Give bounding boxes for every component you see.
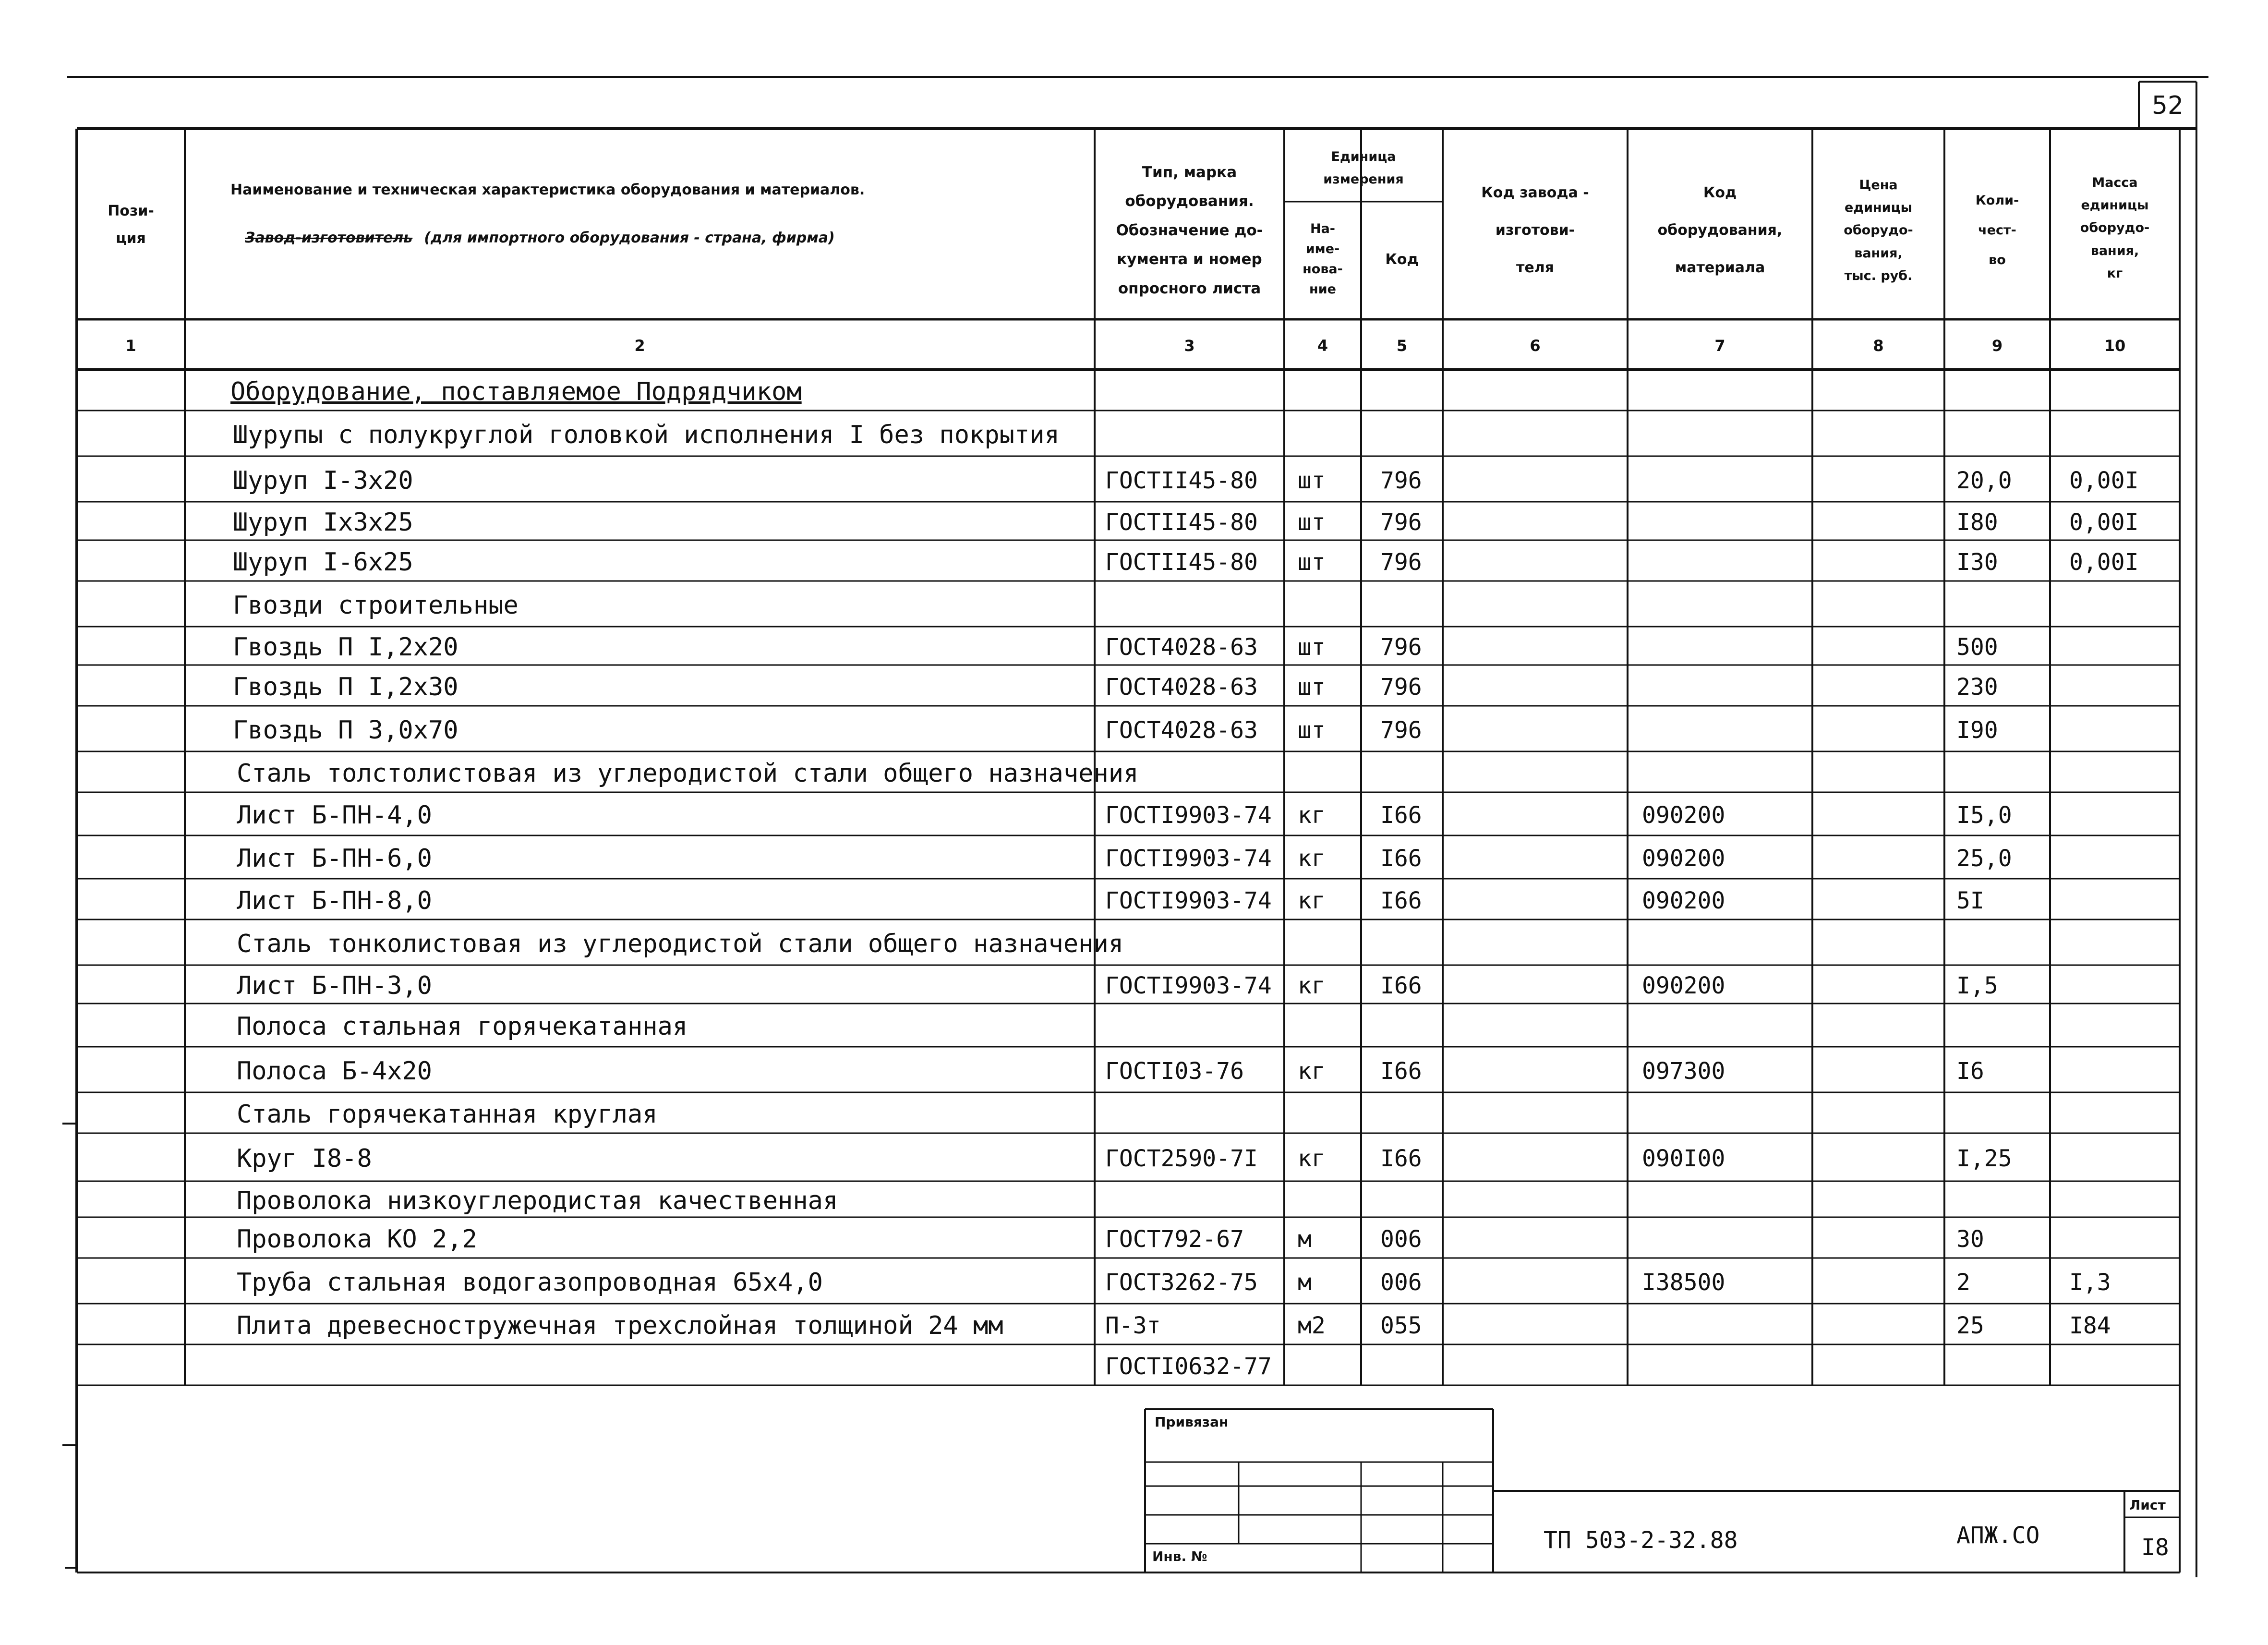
colnum-9: 9 xyxy=(1991,337,2003,355)
colnum-2: 2 xyxy=(634,337,645,355)
row-type: ГОСТII45-80 xyxy=(1105,548,1258,576)
row-unit: м xyxy=(1298,1225,1312,1253)
row-name: Шуруп I-6x25 xyxy=(233,547,413,577)
row-unit-code: I66 xyxy=(1380,845,1422,872)
stamp-sheet-label: Лист xyxy=(2129,1497,2166,1513)
row-unit-code: 796 xyxy=(1380,716,1422,744)
row-type: ГОСТI9903-74 xyxy=(1105,972,1272,999)
row-material-code: 090200 xyxy=(1642,845,1725,872)
row-quantity: 2 xyxy=(1956,1269,1970,1296)
row-unit-code: 055 xyxy=(1380,1312,1422,1339)
row-unit-code: I66 xyxy=(1380,1145,1422,1172)
colnum-10: 10 xyxy=(2104,337,2126,355)
row-material-code: 090I00 xyxy=(1642,1145,1725,1172)
row-quantity: I6 xyxy=(1956,1057,1984,1085)
row-quantity: 30 xyxy=(1956,1225,1984,1253)
colnum-8: 8 xyxy=(1873,337,1884,355)
row-name: Полоса Б-4x20 xyxy=(237,1056,432,1086)
row-type: ГОСТI9903-74 xyxy=(1105,845,1272,872)
row-mass: 0,00I xyxy=(2069,548,2139,576)
row-unit: м xyxy=(1298,1269,1312,1296)
row-mass: I84 xyxy=(2069,1312,2111,1339)
row-name: Гвозди строительные xyxy=(233,591,519,620)
row-name: Гвоздь П I,2x20 xyxy=(233,633,458,662)
row-material-code: I38500 xyxy=(1642,1269,1725,1296)
header-mass: Масса единицы оборудо- вания, кг xyxy=(2080,175,2150,281)
row-name: Плита древесностружечная трехслойная толщиной 24 мм xyxy=(237,1311,1003,1340)
row-type: ГОСТ792-67 xyxy=(1105,1225,1244,1253)
row-name: Шуруп Ix3x25 xyxy=(233,508,413,537)
row-name: Гвоздь П I,2x30 xyxy=(233,672,458,702)
header-unit-code: Код xyxy=(1385,251,1419,268)
colnum-4: 4 xyxy=(1317,337,1328,355)
stamp-document-code: ТП 503-2-32.88 xyxy=(1544,1527,1738,1554)
row-type: ГОСТ3262-75 xyxy=(1105,1269,1258,1296)
header-manufacturer-struck: Завод-изготовитель xyxy=(245,229,413,246)
row-material-code: 090200 xyxy=(1642,887,1725,914)
row-name: Шуруп I-3x20 xyxy=(233,466,413,495)
colnum-1: 1 xyxy=(125,337,136,355)
row-name: Сталь горячекатанная круглая xyxy=(237,1100,658,1129)
row-unit: кг xyxy=(1298,887,1326,914)
row-mass: I,3 xyxy=(2069,1269,2111,1296)
row-quantity: 5I xyxy=(1956,887,1984,914)
stamp-attached-label: Привязан xyxy=(1155,1414,1229,1430)
row-name: Проволока низкоуглеродистая качественная xyxy=(237,1186,838,1215)
row-unit-code: 796 xyxy=(1380,509,1422,536)
row-unit-code: I66 xyxy=(1380,802,1422,829)
stamp-inventory-label: Инв. № xyxy=(1152,1548,1207,1564)
row-type: П-3т xyxy=(1105,1312,1161,1339)
row-unit-code: 006 xyxy=(1380,1225,1422,1253)
row-quantity: 20,0 xyxy=(1956,467,2012,494)
row-type: ГОСТI9903-74 xyxy=(1105,802,1272,829)
row-name: Лист Б-ПН-8,0 xyxy=(237,886,432,915)
row-name: Гвоздь П 3,0x70 xyxy=(233,715,458,745)
colnum-7: 7 xyxy=(1714,337,1725,355)
row-type: ГОСТ2590-7I xyxy=(1105,1145,1258,1172)
row-unit: кг xyxy=(1298,972,1326,999)
row-quantity: I,5 xyxy=(1956,972,1998,999)
row-name: Лист Б-ПН-6,0 xyxy=(237,844,432,873)
header-quantity: Коли- чест- во xyxy=(1975,193,2019,268)
row-quantity: 230 xyxy=(1956,673,1998,701)
row-unit: кг xyxy=(1298,1057,1326,1085)
row-name: Оборудование, поставляемое Подрядчиком xyxy=(230,377,802,406)
row-unit-code: I66 xyxy=(1380,972,1422,999)
header-manufacturer-note: (для импортного оборудования - страна, фирма) xyxy=(424,229,835,246)
row-name: Проволока КО 2,2 xyxy=(237,1224,477,1254)
colnum-5: 5 xyxy=(1396,337,1408,355)
row-name: Лист Б-ПН-3,0 xyxy=(237,971,432,1000)
row-unit-code: 796 xyxy=(1380,673,1422,701)
row-mass: 0,00I xyxy=(2069,509,2139,536)
header-type: Тип, марка оборудования. Обозначение до- кумента и номер опросного листа xyxy=(1116,163,1263,297)
row-material-code: 090200 xyxy=(1642,802,1725,829)
row-quantity: 25,0 xyxy=(1956,845,2012,872)
row-quantity: I5,0 xyxy=(1956,802,2012,829)
row-unit: кг xyxy=(1298,1145,1326,1172)
header-name-line1: Наименование и техническая характеристика оборудования и материалов. xyxy=(230,181,865,198)
row-unit-code: I66 xyxy=(1380,1057,1422,1085)
header-price: Цена единицы оборудо- вания, тыс. руб. xyxy=(1844,177,1913,283)
row-unit: шт xyxy=(1298,509,1326,536)
row-type: ГОСТI03-76 xyxy=(1105,1057,1244,1085)
row-unit-code: 006 xyxy=(1380,1269,1422,1296)
stamp-sheet-number: I8 xyxy=(2141,1534,2169,1561)
row-unit-code: 796 xyxy=(1380,548,1422,576)
row-name: Труба стальная водогазопроводная 65x4,0 xyxy=(237,1268,823,1297)
row-name: Полоса стальная горячекатанная xyxy=(237,1012,688,1041)
header-material-code: Код оборудования, материала xyxy=(1657,184,1783,276)
page-number: 52 xyxy=(2151,91,2184,120)
row-type: ГОСТ4028-63 xyxy=(1105,673,1258,701)
row-quantity: 25 xyxy=(1956,1312,1984,1339)
row-mass: 0,00I xyxy=(2069,467,2139,494)
row-type: ГОСТI9903-74 xyxy=(1105,887,1272,914)
row-quantity: I,25 xyxy=(1956,1145,2012,1172)
row-type: ГОСТII45-80 xyxy=(1105,509,1258,536)
row-name: Шурупы с полукруглой головкой исполнения I без покрытия xyxy=(233,420,1060,449)
row-unit: шт xyxy=(1298,634,1326,661)
row-name: Круг I8-8 xyxy=(237,1144,372,1173)
row-type: ГОСТ4028-63 xyxy=(1105,634,1258,661)
row-quantity: I90 xyxy=(1956,716,1998,744)
row-unit-code: I66 xyxy=(1380,887,1422,914)
row-name: Сталь толстолистовая из углеродистой стали общего назначения xyxy=(237,759,1139,788)
row-material-code: 097300 xyxy=(1642,1057,1725,1085)
row-unit-code: 796 xyxy=(1380,634,1422,661)
row-name: Лист Б-ПН-4,0 xyxy=(237,801,432,830)
row-unit: кг xyxy=(1298,802,1326,829)
row-unit: м2 xyxy=(1298,1312,1326,1339)
row-type: ГОСТI0632-77 xyxy=(1105,1353,1272,1380)
row-type: ГОСТII45-80 xyxy=(1105,467,1258,494)
row-name: Сталь тонколистовая из углеродистой стали общего назначения xyxy=(237,929,1124,958)
row-unit: кг xyxy=(1298,845,1326,872)
header-plant-code: Код завода - изготови- теля xyxy=(1481,184,1589,276)
row-unit: шт xyxy=(1298,467,1326,494)
header-unit-group: Единица измерения xyxy=(1323,149,1404,187)
colnum-6: 6 xyxy=(1530,337,1541,355)
header-position: Пози- ция xyxy=(108,202,154,247)
row-quantity: I80 xyxy=(1956,509,1998,536)
row-material-code: 090200 xyxy=(1642,972,1725,999)
stamp-section-code: АПЖ.СО xyxy=(1956,1522,2040,1549)
header-unit-name: На- име- нова- ние xyxy=(1303,221,1343,297)
row-unit: шт xyxy=(1298,548,1326,576)
row-unit: шт xyxy=(1298,673,1326,701)
row-unit: шт xyxy=(1298,716,1326,744)
row-quantity: 500 xyxy=(1956,634,1998,661)
colnum-3: 3 xyxy=(1184,337,1195,355)
row-type: ГОСТ4028-63 xyxy=(1105,716,1258,744)
row-quantity: I30 xyxy=(1956,548,1998,576)
row-unit-code: 796 xyxy=(1380,467,1422,494)
